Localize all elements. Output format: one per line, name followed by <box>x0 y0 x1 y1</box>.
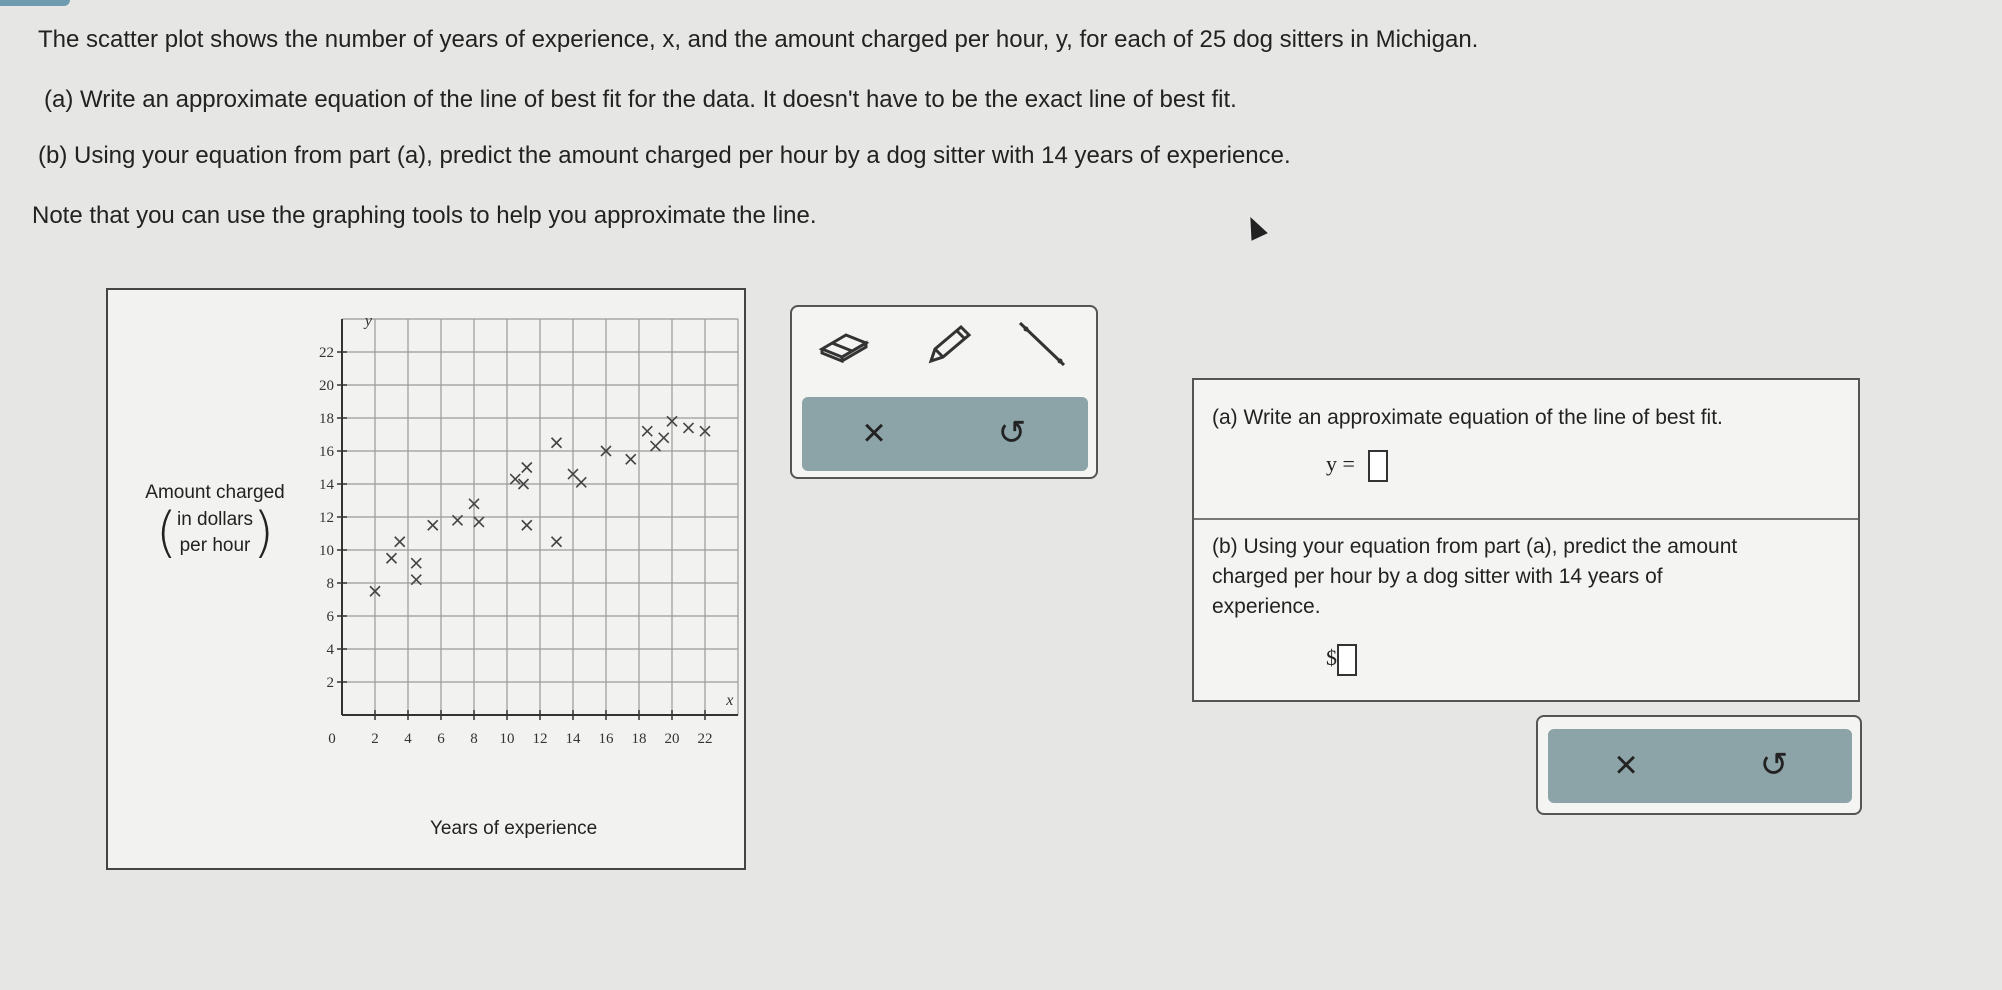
data-point <box>522 520 532 530</box>
answer-controls-panel <box>1536 715 1862 815</box>
y-tick-label: 8 <box>326 576 334 592</box>
y-tick-label: 10 <box>319 543 334 559</box>
data-point <box>659 433 669 443</box>
data-point <box>626 454 636 464</box>
tools-action-bar <box>802 397 1088 471</box>
top-tab <box>0 0 70 6</box>
data-point <box>642 426 652 436</box>
answer-part-b-line3: experience. <box>1212 595 1321 618</box>
x-tick-label: 14 <box>565 731 581 747</box>
data-point <box>576 477 586 487</box>
x-tick-label: 20 <box>664 731 680 747</box>
graph-panel <box>106 288 746 870</box>
data-point <box>387 553 397 563</box>
data-point <box>395 537 405 547</box>
mouse-pointer-icon <box>1242 213 1268 241</box>
y-tick-label: 22 <box>319 345 334 361</box>
answer-undo-button[interactable]: ↺ <box>1759 746 1789 784</box>
answer-action-bar <box>1548 729 1852 803</box>
answer-part-b-row <box>1326 644 1357 676</box>
graph-tools-panel <box>790 305 1098 479</box>
answer-panel <box>1192 378 1860 702</box>
eraser-icon[interactable] <box>814 323 874 363</box>
answer-clear-button[interactable]: × <box>1614 742 1638 787</box>
left-paren: ( <box>155 501 177 564</box>
x-tick-label: 22 <box>697 731 713 747</box>
y-tick-label: 12 <box>319 510 334 526</box>
answer-part-b-line2: charged per hour by a dog sitter with 14 years of <box>1212 565 1663 588</box>
x-tick-label: 18 <box>631 731 647 747</box>
equation-input[interactable] <box>1368 450 1388 482</box>
x-variable-label: x <box>726 692 734 709</box>
y-axis-label-units <box>130 501 300 564</box>
question-part-a: (a) Write an approximate equation of the line of best fit for the data. It doesn't have to be the exact line of best fit. <box>44 86 1237 113</box>
y-axis-label-line1: Amount charged <box>145 482 285 503</box>
x-tick-label: 16 <box>598 731 614 747</box>
y-axis-label-line2: in dollars <box>176 509 254 530</box>
undo-button[interactable]: ↺ <box>997 414 1027 452</box>
y-tick-label: 18 <box>319 411 334 427</box>
answer-part-a-text: (a) Write an approximate equation of the line of best fit. <box>1212 406 1723 429</box>
question-intro: The scatter plot shows the number of years of experience, x, and the amount charged per hour, y, for each of 25 dog sitters in Michigan. <box>38 26 1479 53</box>
prediction-input[interactable] <box>1337 644 1357 676</box>
x-tick-label: 8 <box>470 731 478 747</box>
pencil-icon[interactable] <box>922 321 976 367</box>
y-tick-label: 14 <box>319 477 334 493</box>
data-point <box>411 558 421 568</box>
clear-button[interactable]: × <box>862 410 886 455</box>
answer-part-a-row <box>1326 450 1388 482</box>
data-point <box>552 537 562 547</box>
x-tick-label: 12 <box>532 731 548 747</box>
y-tick-label: 16 <box>319 444 334 460</box>
x-axis-label: Years of experience <box>430 818 598 839</box>
data-point <box>522 463 532 473</box>
answer-part-b-line1: (b) Using your equation from part (a), predict the amount <box>1212 535 1738 558</box>
x-tick-label: 6 <box>437 731 445 747</box>
x-tick-label: 10 <box>499 731 515 747</box>
y-tick-label: 6 <box>326 609 334 625</box>
right-paren: ) <box>253 501 275 564</box>
question-part-b: (b) Using your equation from part (a), predict the amount charged per hour by a dog sitter with 14 years of experience. <box>38 142 1291 169</box>
x-tick-label: 2 <box>371 731 379 747</box>
question-note: Note that you can use the graphing tools to help you approximate the line. <box>32 202 817 229</box>
y-tick-label: 20 <box>319 378 334 394</box>
y-variable-label: y <box>364 312 372 330</box>
y-tick-label: 2 <box>326 675 334 691</box>
data-point <box>474 517 484 527</box>
line-tool-icon[interactable] <box>1014 317 1074 377</box>
answer-part-b-text <box>1212 532 1737 622</box>
origin-label: 0 <box>328 731 336 747</box>
data-point <box>552 438 562 448</box>
y-axis-label-line3: per hour <box>179 535 251 556</box>
data-point <box>428 520 438 530</box>
x-tick-label: 4 <box>404 731 412 747</box>
data-point <box>684 423 694 433</box>
y-equals-label: y = <box>1326 451 1355 477</box>
answer-divider <box>1194 518 1858 520</box>
y-axis-label <box>130 482 300 564</box>
y-tick-label: 4 <box>326 642 334 658</box>
scatter-plot[interactable] <box>108 290 748 872</box>
dollar-sign: $ <box>1326 645 1337 671</box>
